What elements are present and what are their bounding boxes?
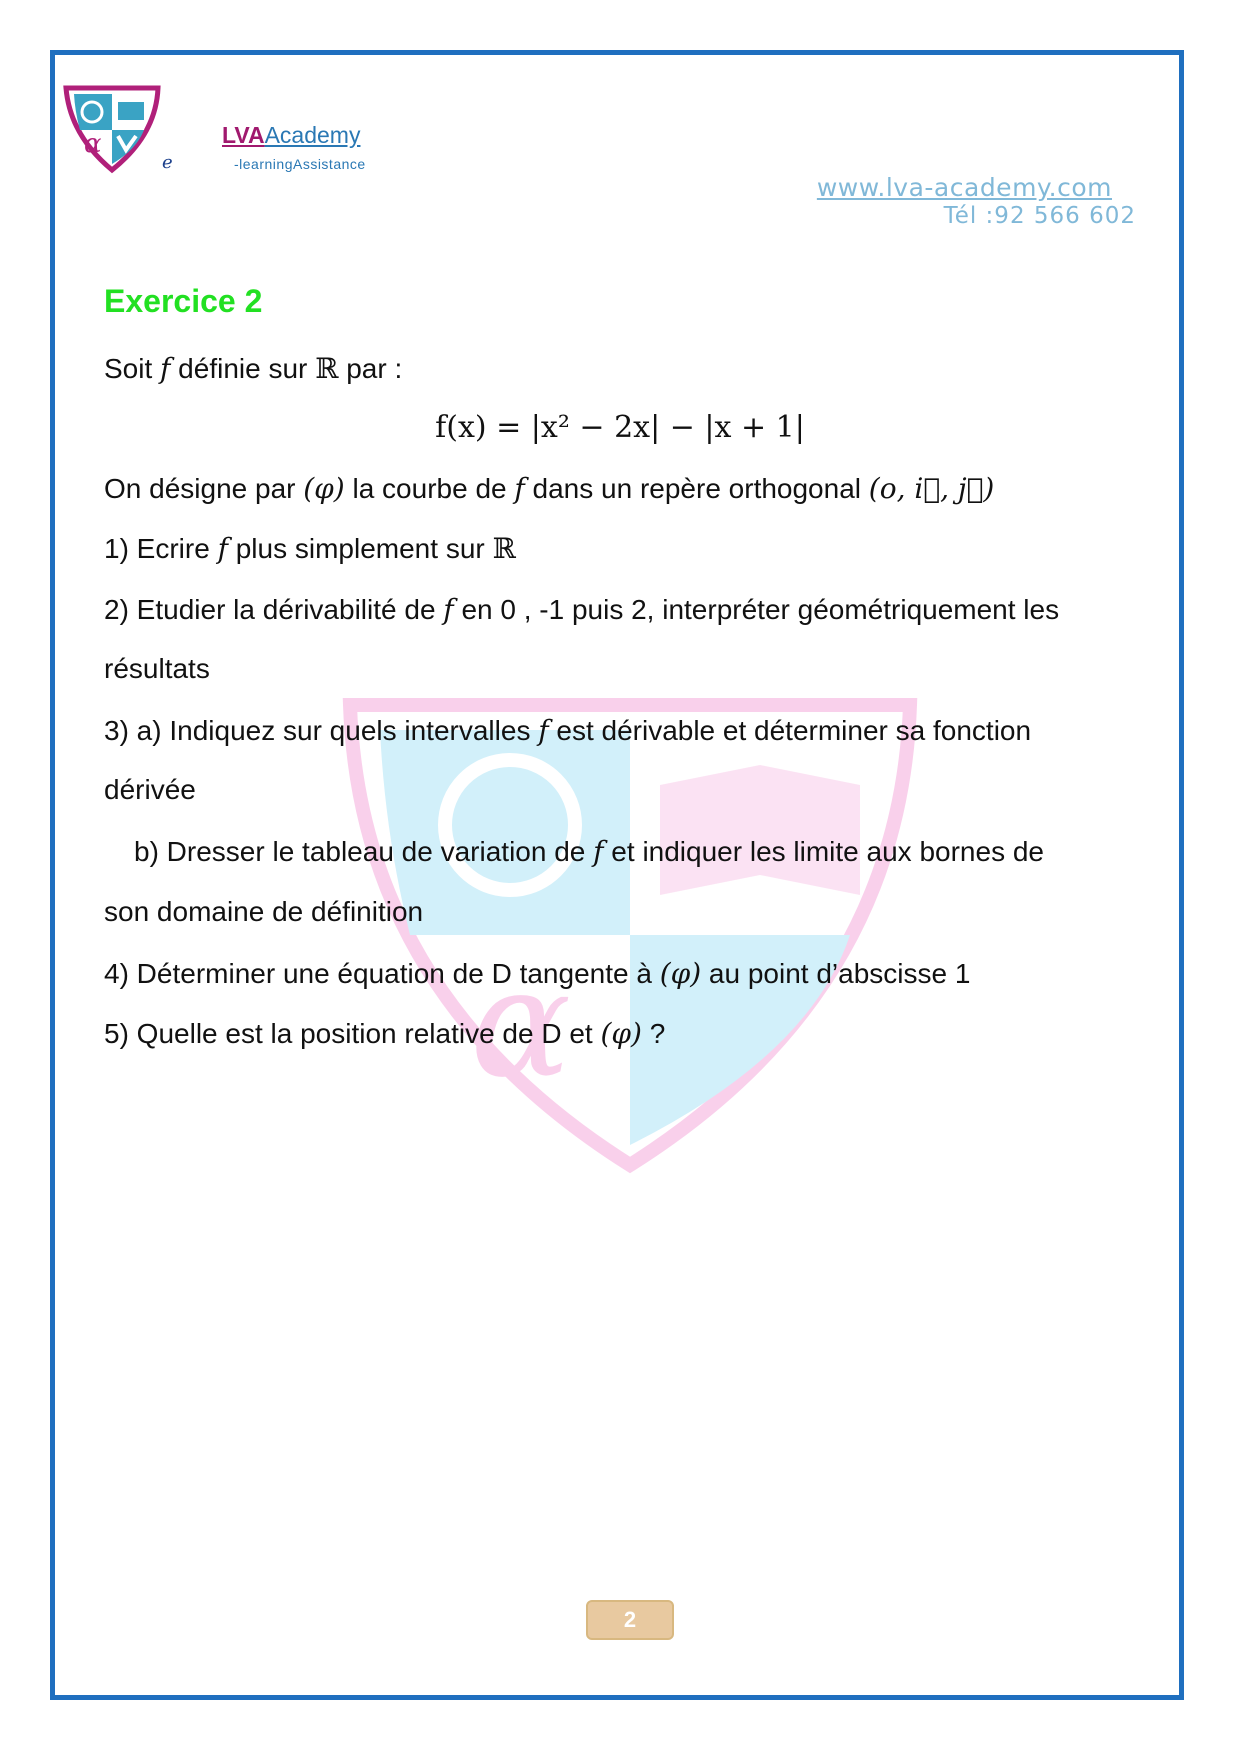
question-3b: b) Dresser le tableau de variation de f et indiquer les limite aux bornes de [134, 835, 1044, 868]
question-5: 5) Quelle est la position relative de D et (φ) ? [104, 1017, 666, 1050]
page-number-badge: 2 [586, 1600, 674, 1640]
website-link[interactable]: www.lva-academy.com [816, 173, 1112, 202]
logo-letter: e [162, 152, 173, 173]
question-3b-continued: son domaine de définition [104, 896, 424, 927]
brand-lva: LVA [222, 122, 265, 148]
curve-definition-line: On désigne par (φ) la courbe de f dans un repère orthogonal (o, i⃗, j⃗) [104, 472, 995, 505]
svg-text:α: α [470, 937, 572, 1111]
question-4: 4) Déterminer une équation de D tangente à (φ) au point d’abscisse 1 [104, 957, 971, 990]
question-2-continued: résultats [104, 653, 210, 684]
function-formula: f(x) = |x² − 2x| − |x + 1| [435, 410, 805, 445]
intro-line: Soit f définie sur ℝ par : [104, 352, 403, 385]
exercise-title: Exercice 2 [104, 283, 263, 319]
question-2: 2) Etudier la dérivabilité de f en 0 , -1 puis 2, interpréter géométriquement les [104, 593, 1060, 626]
brand-tagline: -learningAssistance [234, 156, 366, 172]
brand-name [222, 122, 360, 149]
phone-number: Tél :92 566 602 [943, 203, 1136, 229]
brand-academy: Academy [264, 122, 361, 148]
lva-academy-logo [58, 80, 168, 175]
question-3a: 3) a) Indiquez sur quels intervalles f est dérivable et déterminer sa fonction [104, 714, 1032, 747]
question-3a-continued: dérivée [104, 774, 196, 805]
svg-text:α: α [84, 129, 102, 159]
watermark-shield [340, 695, 920, 1175]
question-1: 1) Ecrire f plus simplement sur ℝ [104, 532, 516, 565]
